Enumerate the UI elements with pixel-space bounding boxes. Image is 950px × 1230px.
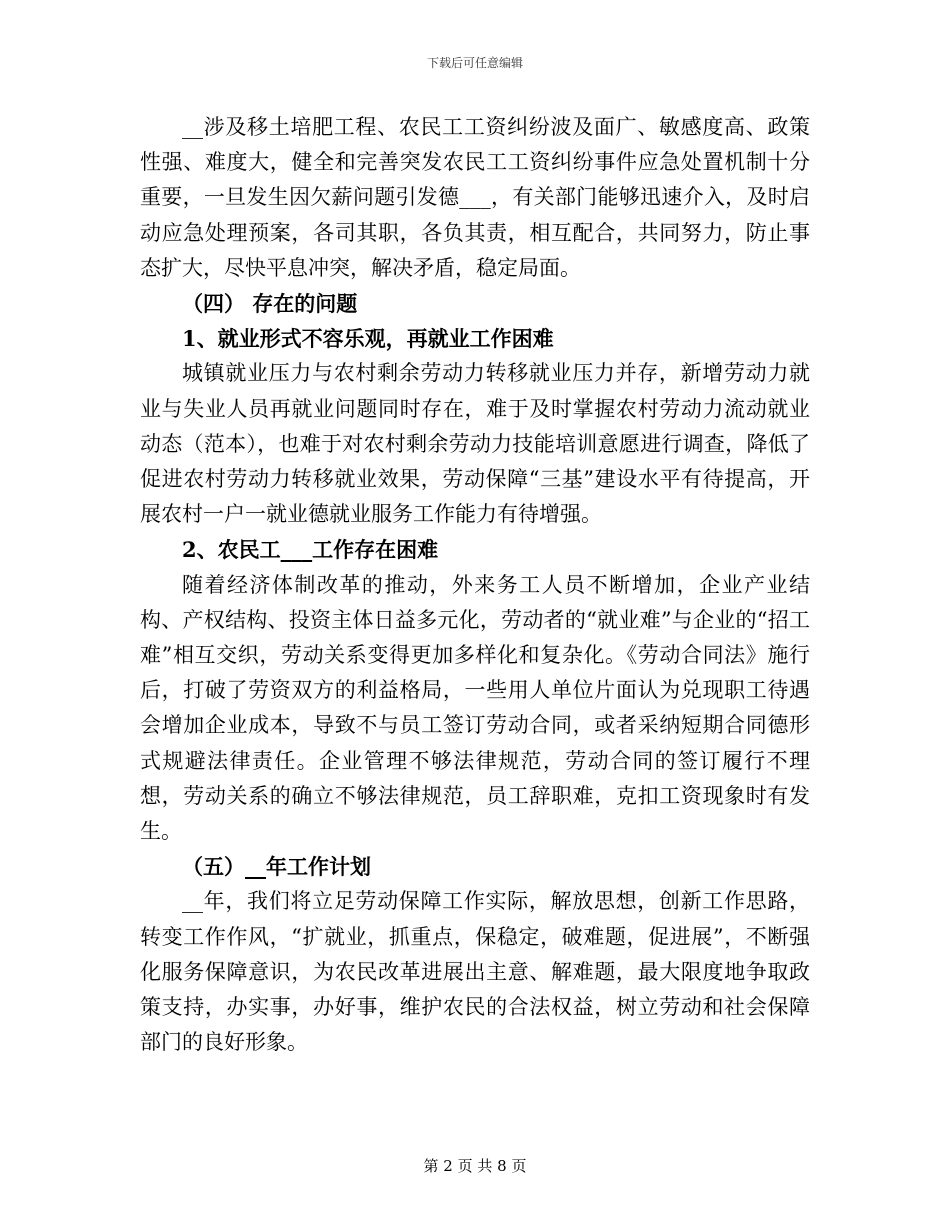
subsection-heading: 2、农民工___工作存在困难 bbox=[182, 537, 439, 563]
subsection-heading: 1、就业形式不容乐观，再就业工作困难 bbox=[182, 326, 554, 352]
page-header: 下载后可任意编辑 bbox=[426, 56, 523, 70]
page-footer: 第 2 页 共 8 页 bbox=[423, 1157, 527, 1175]
paragraph: 城镇就业压力与农村剩余劳动力转移就业压力并存，新增劳动力就业与失业人员再就业问题同时存在，难于及时掌握农村劳动力流动就业动态（范本），也难于对农村剩余劳动力技能培训意愿进行调查，降低了促进农村劳动力转移就业效果，劳动保障“三基”建设水平有待提高，开展农村一户一就业德就业服务工作能力有待增强。 bbox=[140, 361, 810, 527]
section-heading: （四） 存在的问题 bbox=[182, 291, 358, 317]
section-heading: （五）__年工作计划 bbox=[182, 854, 371, 880]
paragraph: __涉及移土培肥工程、农民工工资纠纷波及面广、敏感度高、政策性强、难度大，健全和完善突发农民工工资纠纷事件应急处置机制十分重要，一旦发生因欠薪问题引发德___，有关部门能够迅速介入，及时启动应急处理预案，各司其职，各负其责，相互配合，共同努力，防止事态扩大，尽快平息冲突，解决矛盾，稳定局面。 bbox=[140, 115, 810, 280]
paragraph: 随着经济体制改革的推动，外来务工人员不断增加，企业产业结构、产权结构、投资主体日益多元化，劳动者的“就业难”与企业的“招工难”相互交织，劳动关系变得更加多样化和复杂化。《劳动合同法》施行后，打破了劳资双方的利益格局，一些用人单位片面认为兑现职工待遇会增加企业成本，导致不与员工签订劳动合同，或者采纳短期合同德形式规避法律责任。企业管理不够法律规范，劳动合同的签订履行不理想，劳动关系的确立不够法律规范，员工辞职难，克扣工资现象时有发生。 bbox=[140, 572, 810, 844]
paragraph: __年，我们将立足劳动保障工作实际，解放思想，创新工作思路，转变工作作风，“扩就业，抓重点，保稳定，破难题，促进展”，不断强化服务保障意识，为农民改革进展出主意、解难题，最大限度地争取政策支持，办实事，办好事，维护农民的合法权益，树立劳动和社会保障部门的良好形象。 bbox=[140, 889, 810, 1055]
document-body bbox=[140, 110, 810, 1060]
